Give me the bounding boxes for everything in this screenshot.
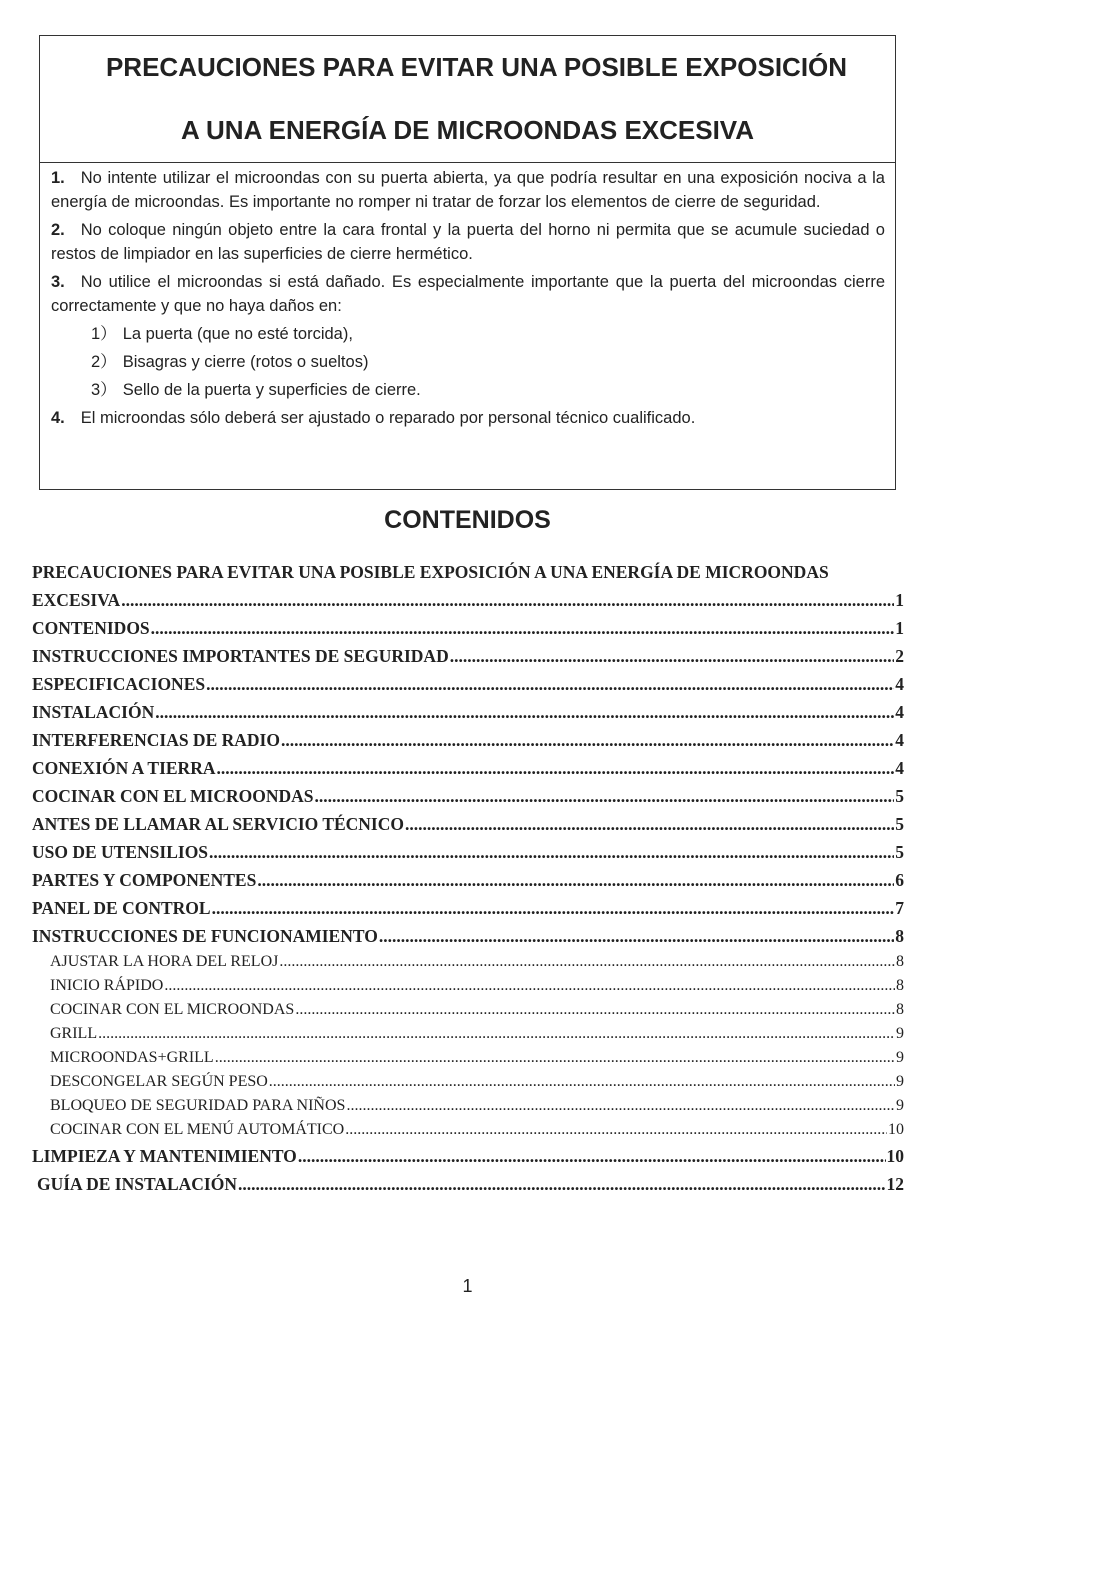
toc-entry[interactable] [32, 894, 904, 922]
toc-entry-page: 12 [886, 1174, 904, 1194]
toc-entry[interactable] [32, 866, 904, 894]
toc-entry-page: 1 [895, 618, 904, 638]
item-number: 1. [51, 169, 65, 187]
warning-subitem [51, 350, 885, 374]
toc-entry-page: 4 [895, 730, 904, 750]
toc-subentry[interactable] [32, 950, 904, 974]
warning-item [51, 270, 885, 318]
warning-title-line-2: A UNA ENERGÍA DE MICROONDAS EXCESIVA [180, 115, 754, 145]
toc-leader [281, 726, 894, 754]
warning-title-line-1: PRECAUCIONES PARA EVITAR UNA POSIBLE EXPOSICIÓN [105, 52, 848, 82]
toc-entry-page: 6 [895, 870, 904, 890]
toc-entry-page: 8 [895, 926, 904, 946]
toc-entry-page: 4 [895, 674, 904, 694]
toc-entry-title: PANEL DE CONTROL [32, 898, 211, 918]
toc-leader [295, 998, 895, 1022]
toc-subentry-page: 9 [896, 1097, 904, 1114]
toc-leader [279, 950, 895, 974]
toc-subentry-page: 9 [896, 1025, 904, 1042]
toc-entry[interactable] [32, 754, 904, 782]
toc-entry-page: 7 [895, 898, 904, 918]
toc-subentry-title: BLOQUEO DE SEGURIDAD PARA NIÑOS [50, 1097, 346, 1114]
toc-entry-title: EXCESIVA [32, 590, 121, 610]
toc-entry-title: INSTRUCCIONES DE FUNCIONAMIENTO [32, 926, 378, 946]
toc-leader [405, 810, 894, 838]
toc-leader [151, 614, 895, 642]
toc-subentry[interactable] [32, 1118, 904, 1142]
warning-subitem [51, 322, 885, 346]
toc-subentry-page: 9 [896, 1049, 904, 1066]
toc-entry[interactable] [32, 1170, 904, 1198]
toc-leader [206, 670, 894, 698]
toc-entry-page: 4 [895, 758, 904, 778]
toc-entry-title: PARTES Y COMPONENTES [32, 870, 257, 890]
toc-leader [314, 782, 894, 810]
toc-leader [238, 1170, 886, 1198]
warning-item [51, 218, 885, 266]
toc-entry-page: 5 [895, 814, 904, 834]
toc-entry-title: INSTRUCCIONES IMPORTANTES DE SEGURIDAD [32, 646, 449, 666]
toc-subentry[interactable] [32, 998, 904, 1022]
toc-leader [216, 754, 894, 782]
page-number: 1 [462, 1276, 473, 1296]
toc-entry-title: CONTENIDOS [32, 618, 150, 638]
warning-subitem [51, 378, 885, 402]
toc-entry-page: 10 [886, 1146, 904, 1166]
toc-subentry-title: INICIO RÁPIDO [50, 977, 164, 994]
toc-subentry-page: 8 [896, 977, 904, 994]
toc-entry[interactable] [32, 726, 904, 754]
item-text: No utilice el microondas si está dañado. Es especialmente importante que la puerta del microondas cierre correctamente y que no haya daños en: [51, 273, 885, 315]
warning-box [39, 35, 896, 490]
toc-subentry[interactable] [32, 1022, 904, 1046]
toc-leader [121, 586, 894, 614]
toc-entry-title: CONEXIÓN A TIERRA [32, 758, 216, 778]
toc-subentry[interactable] [32, 1046, 904, 1070]
item-number: 2. [51, 221, 65, 239]
toc-entry-title: INTERFERENCIAS DE RADIO [32, 730, 280, 750]
toc-leader [212, 894, 895, 922]
toc-leader [155, 698, 894, 726]
toc-entry[interactable] [32, 614, 904, 642]
warning-body [51, 166, 885, 434]
subitem-number: 3） [91, 381, 117, 399]
toc-entry[interactable] [32, 698, 904, 726]
toc-entry[interactable] [32, 838, 904, 866]
warning-header [40, 36, 895, 163]
toc-entry[interactable] [32, 1142, 904, 1170]
toc-subentry-page: 8 [896, 953, 904, 970]
contents-title: CONTENIDOS [384, 506, 551, 534]
subitem-text: La puerta (que no esté torcida), [122, 325, 353, 343]
item-text: El microondas sólo deberá ser ajustado o reparado por personal técnico cualificado. [80, 409, 696, 427]
toc-subentry-title: GRILL [50, 1025, 98, 1042]
subitem-text: Bisagras y cierre (rotos o sueltos) [122, 353, 369, 371]
toc-subentry[interactable] [32, 1094, 904, 1118]
toc-entry-title: ANTES DE LLAMAR AL SERVICIO TÉCNICO [32, 814, 404, 834]
toc-leader [379, 922, 894, 950]
toc-entry-page: 4 [895, 702, 904, 722]
toc-subentry-title: DESCONGELAR SEGÚN PESO [50, 1073, 268, 1090]
subitem-text: Sello de la puerta y superficies de cierre. [122, 381, 421, 399]
toc-subentry-title: MICROONDAS+GRILL [50, 1049, 214, 1066]
toc-leader [450, 642, 895, 670]
toc-leader [257, 866, 894, 894]
item-number: 4. [51, 409, 65, 427]
toc-subentry[interactable] [32, 974, 904, 998]
item-number: 3. [51, 273, 65, 291]
toc-leader [269, 1070, 895, 1094]
toc-subentry[interactable] [32, 1070, 904, 1094]
toc-leader [164, 974, 895, 998]
toc-entry-title: LIMPIEZA Y MANTENIMIENTO [32, 1146, 297, 1166]
toc-entry-title: COCINAR CON EL MICROONDAS [32, 786, 314, 806]
toc-subentry-page: 8 [896, 1001, 904, 1018]
toc-entry-page: 5 [895, 842, 904, 862]
subitem-number: 2） [91, 353, 117, 371]
toc-entry[interactable] [32, 810, 904, 838]
toc-leader [209, 838, 894, 866]
toc-entry-page: 2 [895, 646, 904, 666]
toc-entry[interactable] [32, 782, 904, 810]
toc-first-line: PRECAUCIONES PARA EVITAR UNA POSIBLE EXPOSICIÓN A UNA ENERGÍA DE MICROONDAS [32, 562, 829, 582]
toc-leader [98, 1022, 895, 1046]
toc-leader [298, 1142, 886, 1170]
toc-subentry-title: COCINAR CON EL MICROONDAS [50, 1001, 295, 1018]
toc-leader [215, 1046, 895, 1070]
warning-item [51, 166, 885, 214]
toc-entry[interactable] [32, 670, 904, 698]
toc-leader [346, 1094, 895, 1118]
toc-entry[interactable] [32, 586, 904, 614]
toc-entry-title: INSTALACIÓN [32, 702, 155, 722]
toc-entry[interactable] [32, 922, 904, 950]
warning-item [51, 406, 885, 430]
item-text: No intente utilizar el microondas con su puerta abierta, ya que podría resultar en una exposición nociva a la energía de microondas. Es importante no romper ni tratar de forzar los elementos de cierre de seguridad. [51, 169, 885, 211]
toc-entry-page: 5 [895, 786, 904, 806]
toc-entry-title: USO DE UTENSILIOS [32, 842, 209, 862]
toc-subentry-title: COCINAR CON EL MENÚ AUTOMÁTICO [50, 1121, 345, 1138]
toc-entry-page: 1 [895, 590, 904, 610]
toc-subentry-page: 9 [896, 1073, 904, 1090]
subitem-number: 1） [91, 325, 117, 343]
toc-entry-title: ESPECIFICACIONES [32, 674, 206, 694]
table-of-contents [32, 558, 904, 1198]
toc-entry-title: GUÍA DE INSTALACIÓN [37, 1174, 237, 1194]
toc-subentry-page: 10 [888, 1121, 904, 1138]
item-text: No coloque ningún objeto entre la cara frontal y la puerta del horno ni permita que se acumule suciedad o restos de limpiador en las superficies de cierre hermético. [51, 221, 885, 263]
toc-leader [345, 1118, 887, 1142]
toc-subentry-title: AJUSTAR LA HORA DEL RELOJ [50, 953, 279, 970]
toc-entry[interactable] [32, 642, 904, 670]
